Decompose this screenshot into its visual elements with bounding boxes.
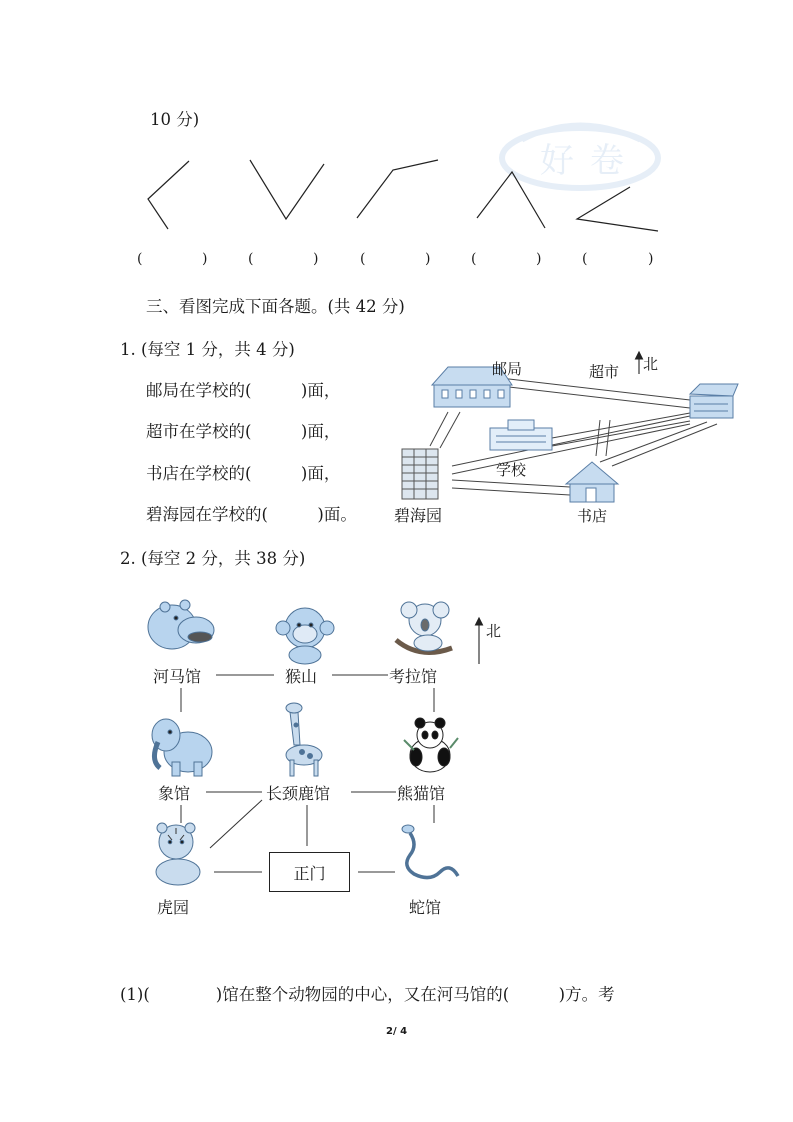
section-heading: 三、看图完成下面各题。(共 42 分) — [146, 297, 405, 316]
q1-line-2: 超市在学校的( )面， — [146, 422, 341, 441]
label-supermarket: 超市 — [589, 363, 620, 381]
blank-4-close: ) — [536, 251, 542, 267]
label-bookstore: 书店 — [577, 507, 608, 525]
q2-sub1-text: (1)( )馆在整个动物园的中心，又在河马馆的( )方。考 — [120, 985, 615, 1004]
zoo-elephant-label: 象馆 — [158, 784, 191, 803]
hippo-picture — [148, 600, 214, 649]
zoo-snake-label: 蛇馆 — [409, 898, 442, 917]
blank-2-close: ) — [313, 251, 319, 267]
q2-north-arrow — [476, 618, 483, 664]
svg-text:好: 好 — [540, 141, 574, 181]
blank-5-close: ) — [648, 251, 654, 267]
giraffe-picture — [286, 703, 322, 776]
elephant-picture — [152, 719, 212, 776]
svg-text:卷: 卷 — [590, 141, 624, 181]
score-note: 10 分) — [150, 110, 200, 129]
label-bihaiyuan: 碧海园 — [394, 506, 443, 525]
blank-3-close: ) — [425, 251, 431, 267]
blank-4-open: ( — [471, 251, 477, 267]
blank-1-close: ) — [202, 251, 208, 267]
zoo-north-label: 北 — [486, 622, 502, 640]
panda-picture — [404, 718, 458, 772]
zoo-main-gate — [269, 852, 350, 892]
tiger-picture — [156, 823, 200, 885]
label-post-office: 邮局 — [492, 360, 523, 378]
blank-1-open: ( — [137, 251, 143, 267]
monkey-picture — [276, 608, 334, 664]
label-school: 学校 — [496, 461, 527, 479]
zoo-panda-label: 熊猫馆 — [397, 784, 446, 803]
zoo-giraffe-label: 长颈鹿馆 — [266, 784, 331, 803]
q1-line-3: 书店在学校的( )面， — [146, 464, 341, 483]
q1-line-1: 邮局在学校的( )面， — [146, 381, 341, 400]
koala-picture — [396, 602, 452, 653]
q1-title: 1. (每空 1 分，共 4 分) — [120, 340, 295, 359]
blank-2-open: ( — [248, 251, 254, 267]
zoo-koala-label: 考拉馆 — [389, 667, 438, 686]
zoo-hippo-label: 河马馆 — [153, 667, 202, 686]
page-number: 2/ 4 — [386, 1026, 408, 1037]
blank-5-open: ( — [582, 251, 588, 267]
blank-3-open: ( — [360, 251, 366, 267]
zoo-monkey-label: 猴山 — [285, 667, 318, 686]
zoo-gate-label: 正门 — [293, 863, 326, 883]
q2-title: 2. (每空 2 分，共 38 分) — [120, 549, 306, 568]
snake-picture — [402, 825, 458, 878]
label-north-q1: 北 — [643, 355, 659, 373]
zoo-tiger-label: 虎园 — [157, 898, 190, 917]
q1-line-4: 碧海园在学校的( )面。 — [146, 505, 357, 524]
